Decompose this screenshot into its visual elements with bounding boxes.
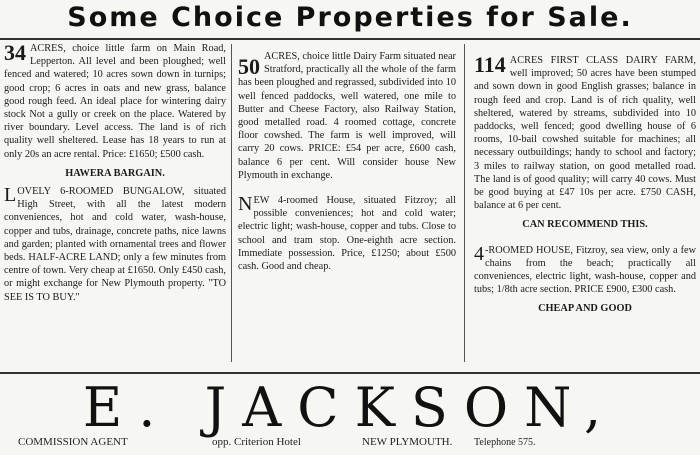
listing-text: ACRES FIRST CLASS DAIRY FARM, well improved; 50 acres have been stumped and sown down in good English grasses; balance in rough feed and crop. Land is of rich quality, well sheltered, watered by streams, subdivided into 10 paddocks, well fenced; good dwelling house of 6 rooms, 10-bail cowshed suitable for machines; all necessary outbuildings; handy to school and factory; 3 miles to railway station, on good metalled road. The land is of good quality; will carry 40 cows. Must be good buying at £47 10s per acre. £750 CASH, balance at 6 per cent. [474, 55, 696, 212]
agent-telephone: Telephone 575. [474, 437, 536, 448]
listing-number: 34 [4, 40, 26, 65]
drop-number: 4 [474, 242, 484, 265]
listing-text: EW 4-roomed House, situated Fitzroy; all possible conveniences; hot and cold water; electric light; wash-house, copper and tubs. Close to school and tram stop. One-eighth acre section. Immediate possession. Price, £1250; about £500 cash. Good and cheap. [238, 195, 456, 273]
listing-column-2 [238, 42, 456, 273]
listing-50-acres [238, 42, 456, 182]
headline: Some Choice Properties for Sale. [67, 2, 633, 33]
listing-text: ACRES, choice little farm on Main Road, Lepperton. All level and been ploughed; well fenced and watered; 10 acres sown down in turnips; good crop; 6 acres in oats and new grass, balance good rough feed. An ideal place for wintering dairy stock Not a gully or creek on the place. Watered by river boundary. Level access. The land is of rich quality well sheltered. Lease has 18 years to run at only 20s an acre rental. Price: £1650; £500 cash. [4, 43, 226, 160]
listing-text: ACRES, choice little Dairy Farm situated near Stratford, practically all the whole of the farm has been ploughed and regrassed, subdivided into 10 well fenced paddocks, well watered, one mile to Butter and Cheese Factory, also Railway Station, good metalled road. 4 roomed cottage, concrete floor cowshed. The farm is well improved, will carry 20 cows. PRICE: £54 per acre, £600 cash, balance 6 per cent. Will consider house New Plymouth in exchange. [238, 51, 456, 181]
listing-number: 50 [238, 54, 260, 79]
listing-new-house [238, 194, 456, 273]
listing-column-3 [474, 42, 696, 321]
bottom-rule [0, 372, 700, 374]
section-heading: HAWERA BARGAIN. [65, 167, 165, 179]
agent-title: COMMISSION AGENT [18, 436, 128, 448]
recommend-line: CAN RECOMMEND THIS. [522, 219, 648, 231]
drop-letter: N [238, 193, 253, 216]
top-rule [0, 38, 700, 40]
listing-4-roomed-house [474, 244, 696, 297]
agent-town: NEW PLYMOUTH. [362, 436, 453, 448]
drop-letter: L [4, 184, 17, 207]
listing-number: 114 [474, 52, 506, 77]
listing-34-acres [4, 42, 226, 161]
listing-text: OVELY 6-ROOMED BUNGALOW, situated High Street, with all the latest modern conveniences, hot and cold water, wash-house, copper and tubs, drainage, concrete paths, nice lawns and garden; planted with ornamental trees and flower beds. HALF-ACRE LAND; only a few minutes from centre of town. Very cheap at £1650. Only £450 cash, or might exchange for New Plymouth property. "TO SEE IS TO BUY." [4, 186, 226, 303]
listing-text: -ROOMED HOUSE, Fitzroy, sea view, only a few chains from the beach; practically all conveniences, electric light, wash-house, copper and tubs; 1/8th acre section. PRICE £900, £300 cash. [474, 244, 696, 296]
closing-line: CHEAP AND GOOD [538, 303, 632, 315]
listing-bungalow [4, 185, 226, 304]
agent-name: E. JACKSON, [82, 376, 618, 439]
agent-location: opp. Criterion Hotel [212, 436, 301, 448]
column-divider [464, 44, 465, 362]
listing-114-acres [474, 42, 696, 212]
column-divider [231, 44, 232, 362]
listing-column-1 [4, 42, 226, 304]
